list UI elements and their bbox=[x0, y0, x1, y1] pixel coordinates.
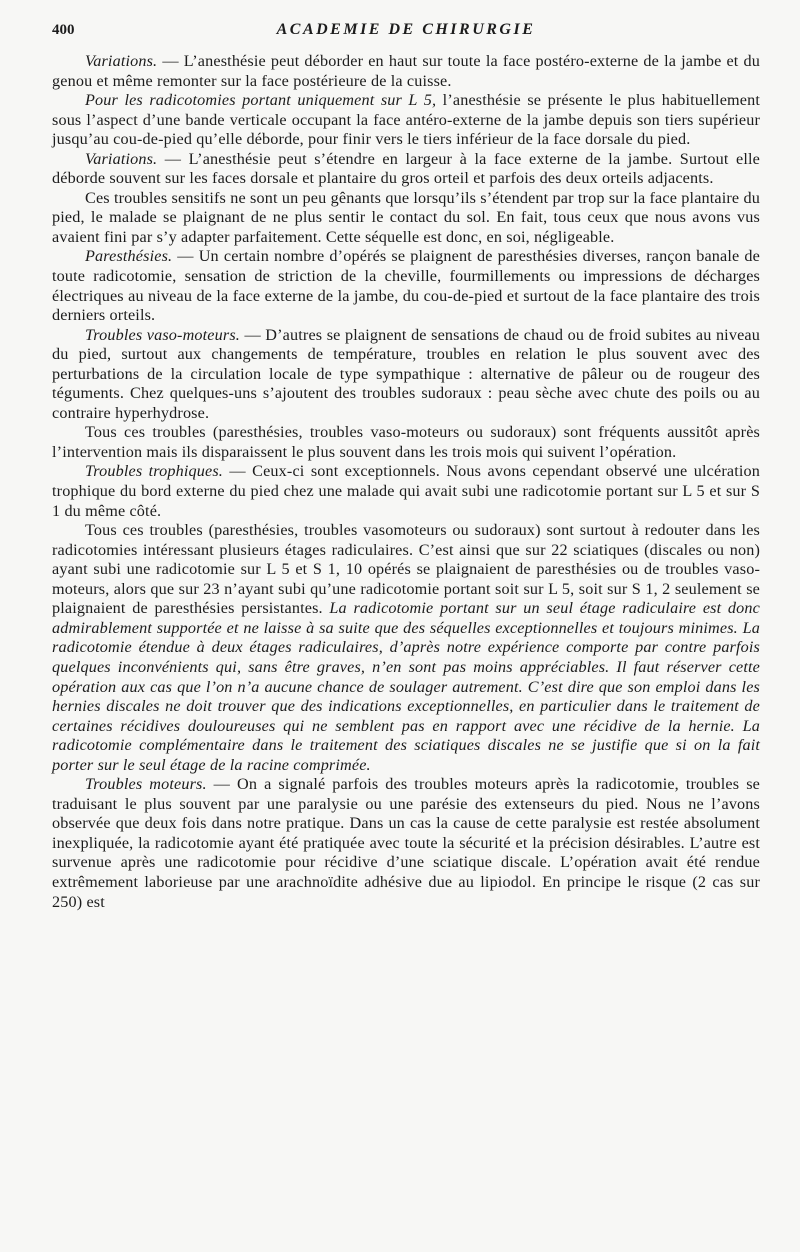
paragraph-tous-ces-troubles-1 bbox=[52, 423, 760, 462]
paragraph-italic-conclusion: La radicotomie portant sur un seul étage radiculaire est donc admirablement supportée et ne laisse à sa suite que des séquelles exceptionnelles et toujours minimes. La radicotomie étendue à deux étages radiculaires, d’après notre expérience comporte par contre parfois quelques inconvénients qui, sans être graves, n’en sont pas moins appréciables. Il faut réserver cette opération aux cas que l’on n’a aucune chance de soulager autrement. C’est dire que son emploi dans les hernies discales ne doit trouver que des indications exceptionnelles, en particulier dans le traitement de certaines récidives douloureuses qui ne semblent pas en rapport avec une récidive de la hernie. La radicotomie complémentaire dans le traitement des sciatiques discales ne se justifie que si on la fait porter sur le seul étage de la racine comprimée. bbox=[52, 599, 761, 774]
paragraph-text: — L’anesthésie peut déborder en haut sur toute la face postéro-externe de la jambe et du genou et même remonter sur la face postérieure de la cuisse. bbox=[52, 52, 760, 90]
paragraph-trophiques bbox=[52, 462, 760, 521]
paragraph-tous-ces-troubles-2 bbox=[52, 521, 760, 775]
paragraph-lead: Troubles trophiques. bbox=[85, 462, 224, 481]
paragraph-radicotomies-l5 bbox=[52, 91, 760, 150]
paragraph-variations-2 bbox=[52, 150, 760, 189]
paragraph-lead: Variations. bbox=[85, 52, 158, 70]
paragraph-text: Tous ces troubles (paresthésies, troubles vasomoteurs ou sudoraux) sont surtout à redouter dans les radicotomies intéressant plusieurs étages radiculaires. C’est ainsi que sur 22 sciatiques (discales ou non) ayant subi une radicotomie sur L 5 et S 1, 10 opérés se plaignaient de paresthésies ou de troubles vaso-moteurs, alors que sur 23 n’ayant subi qu’une radicotomie portant soit sur L 5, soit sur S 1, 2 seulement se plaignaient de paresthésies persistantes. bbox=[52, 521, 760, 618]
paragraph-lead: Pour les radicotomies portant uniquement sur L 5, bbox=[85, 91, 437, 110]
page-number: 400 bbox=[52, 22, 75, 38]
paragraph-text: — L’anesthésie peut s’étendre en largeur à la face externe de la jambe. Surtout elle déborde souvent sur les faces dorsale et plantaire du gros orteil et parfois des deux orteils adjacents. bbox=[52, 149, 760, 188]
paragraph-lead: Variations. bbox=[85, 149, 158, 168]
paragraph-text: — Un certain nombre d’opérés se plaignent de paresthésies diverses, rançon banale de toute radicotomie, sensation de striction de la cheville, fourmillements ou impressions de décharges électriques au niveau de la face externe de la jambe, du cou-de-pied et surtout de la face plantaire des trois derniers orteils. bbox=[52, 247, 760, 325]
running-head: ACADEMIE DE CHIRURGIE bbox=[276, 21, 536, 38]
paragraph-lead: Troubles vaso-moteurs. bbox=[85, 325, 240, 344]
page-header bbox=[52, 16, 760, 42]
paragraph-text: — D’autres se plaignent de sensations de chaud ou de froid subites au niveau du pied, surtout aux changements de température, troubles en relation le plus souvent avec des perturbations de la circulation locale de type sympathique : alternative de pâleur ou de rougeur des téguments. Chez quelques-uns s’ajoutent des troubles sudoraux : peau sèche avec chute des poils ou au contraire hyperhydrose. bbox=[52, 325, 760, 422]
paragraph-text: — On a signalé parfois des troubles moteurs après la radicotomie, troubles se traduisant le plus souvent par une paralysie ou une parésie des extenseurs du pied. Nous ne l’avons observée que deux fois dans notre pratique. Dans un cas la cause de cette paralysie est restée absolument inexpliquée, la radicotomie ayant été pratiquée avec toute la sécurité et la précision désirables. L’autre est survenue après une radicotomie pour récidive d’une sciatique discale. L’opération avait été rendue extrêmement laborieuse par une arachnoïdite adhésive due au lipiodol. En principe le risque (2 cas sur 250) est bbox=[52, 775, 760, 911]
paragraph-text: — Ceux-ci sont exceptionnels. Nous avons cependant observé une ulcération trophique du bord externe du pied chez une malade qui avait subi une radicotomie portant sur L 5 et sur S 1 du même côté. bbox=[52, 462, 761, 520]
article-body bbox=[52, 52, 760, 912]
paragraph-paresthesies bbox=[52, 247, 760, 325]
paragraph-troubles-sensitifs bbox=[52, 189, 760, 248]
paragraph-troubles-moteurs bbox=[52, 775, 760, 912]
paragraph-lead: Troubles moteurs. bbox=[85, 775, 207, 794]
paragraph-text: l’anesthésie se présente le plus habituellement sous l’aspect d’une bande verticale occupant la face antéro-externe de la jambe depuis son tiers supérieur jusqu’au cou-de-pied qu’elle déborde, pour finir vers le tiers inférieur de la face dorsale du pied. bbox=[52, 91, 760, 149]
paragraph-lead: Paresthésies. bbox=[85, 247, 173, 266]
paragraph-text: Tous ces troubles (paresthésies, troubles vaso-moteurs ou sudoraux) sont fréquents aussitôt après l’intervention mais ils disparaissent le plus souvent dans les trois mois qui suivent l’opération. bbox=[52, 423, 760, 461]
paragraph-text: Ces troubles sensitifs ne sont un peu gênants que lorsqu’ils s’étendent par trop sur la face plantaire du pied, le malade se plaignant de ne plus sentir le contact du sol. En fait, tous ceux que nous avons vus avaient fini par s’y adapter parfaitement. Cette séquelle est donc, en soi, négligeable. bbox=[52, 188, 760, 246]
paragraph-vaso-moteurs bbox=[52, 326, 760, 424]
paragraph-variations-1 bbox=[52, 52, 760, 91]
